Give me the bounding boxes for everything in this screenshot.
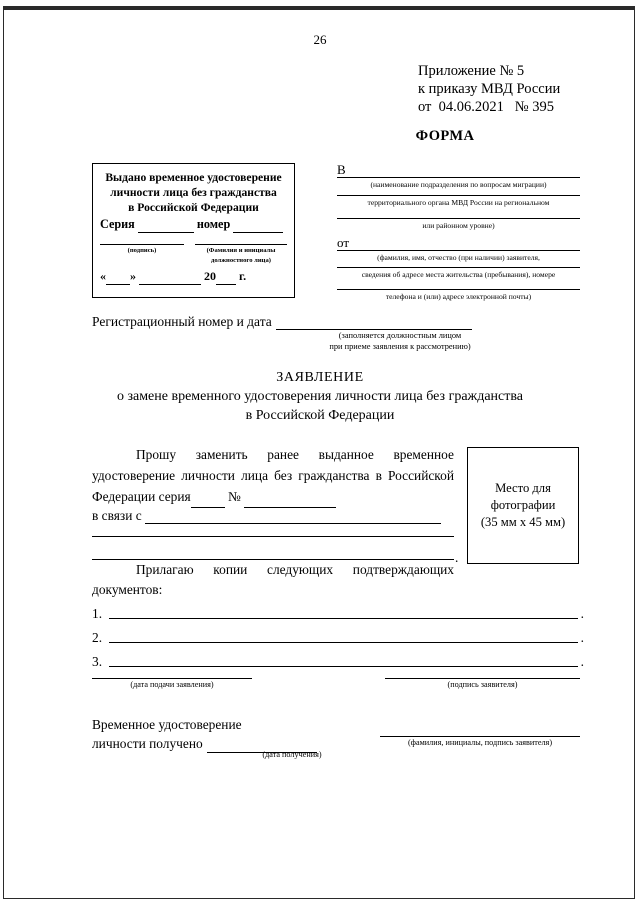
received-date-caption: (дата получения) <box>262 750 322 759</box>
request-text <box>92 444 454 508</box>
list-item-number: 1. <box>92 606 103 621</box>
registration-blank[interactable] <box>276 313 472 330</box>
addressee-caption-1: (наименование подразделения по вопросам миграции) <box>370 180 547 189</box>
title-line-2: о замене временного удостоверения личности лица без гражданства <box>116 389 524 404</box>
registration-caption-1: (заполняется должностным лицом <box>338 331 462 340</box>
applicant-signature-caption: (подпись заявителя) <box>447 680 518 689</box>
addressee-to-label: В <box>337 162 346 177</box>
stamp-official-caption-2: должностного лица) <box>211 257 271 264</box>
list-item <box>92 646 584 670</box>
date-submitted-caption: (дата подачи заявления) <box>130 680 214 689</box>
received-signature-caption: (фамилия, инициалы, подпись заявителя) <box>407 738 553 747</box>
stamp-number-label: номер <box>196 217 231 231</box>
reason-blank-2[interactable] <box>92 536 454 537</box>
list-item-blank[interactable] <box>109 666 578 667</box>
list-item-number: 3. <box>92 654 103 669</box>
appendix-header <box>418 62 560 116</box>
request-paragraph <box>92 444 454 508</box>
reason-row-2 <box>92 536 454 537</box>
addressee-from-block-3 <box>337 289 580 302</box>
list-item-blank[interactable] <box>109 618 578 619</box>
stamp-line-2: личности лица без гражданства <box>110 186 277 199</box>
stamp-series-blank[interactable] <box>138 217 194 233</box>
reason-blank-1[interactable] <box>145 507 441 524</box>
registration-label: Регистрационный номер и дата <box>92 314 272 329</box>
photo-placeholder-box <box>467 447 579 564</box>
stamp-date-open-quote: « <box>100 269 106 283</box>
addressee-from-block-2 <box>337 267 580 280</box>
title-line-3: в Российской Федерации <box>245 408 395 423</box>
list-item <box>92 598 584 622</box>
stamp-date-row <box>100 269 287 285</box>
stamp-series-label: Серия <box>100 217 135 231</box>
forma-heading: ФОРМА <box>415 128 475 144</box>
received-line-2: личности получено <box>92 736 203 751</box>
request-series-blank[interactable] <box>191 486 225 508</box>
stamp-signature-rule[interactable] <box>100 244 184 245</box>
registration-caption <box>300 330 500 352</box>
addressee-from-block <box>337 236 580 263</box>
stamp-official-caption-1: (Фамилия и инициалы <box>206 247 276 254</box>
stamp-series-number-row <box>100 217 287 233</box>
request-number-blank[interactable] <box>244 486 336 508</box>
addressee-caption-4: (фамилия, имя, отчество (при наличии) заявителя, <box>377 253 540 262</box>
stamp-year-prefix: 20 <box>204 269 216 283</box>
attachments-list <box>92 598 584 670</box>
photo-line-3: (35 мм х 45 мм) <box>480 515 566 529</box>
list-item-period: . <box>580 606 584 621</box>
stamp-official-cell <box>195 244 287 265</box>
addressee-to-block <box>337 163 580 190</box>
list-item <box>92 622 584 646</box>
addressee-to-block-3 <box>337 218 580 231</box>
list-item-period: . <box>580 654 584 669</box>
certificate-stamp-box <box>92 163 295 298</box>
registration-row <box>92 313 472 330</box>
reason-row <box>92 507 454 524</box>
received-block <box>92 716 317 753</box>
list-item-number: 2. <box>92 630 103 645</box>
applicant-signature-cell <box>385 678 580 689</box>
stamp-date-close-quote: » <box>130 269 136 283</box>
addressee-to-block-2 <box>337 195 580 208</box>
stamp-year-blank[interactable] <box>216 269 236 285</box>
received-signature-cell <box>380 736 580 747</box>
received-line-1: Временное удостоверение <box>92 717 242 732</box>
appendix-line-3: от 04.06.2021 № 395 <box>418 99 554 115</box>
addressee-from-label: от <box>337 235 350 250</box>
stamp-day-blank[interactable] <box>106 269 130 285</box>
reason-period: . <box>455 550 459 565</box>
stamp-line-1: Выдано временное удостоверение <box>105 171 282 184</box>
registration-caption-2: при приеме заявления к рассмотрению) <box>329 342 471 351</box>
page-number: 26 <box>313 32 327 47</box>
reason-label: в связи с <box>92 508 142 523</box>
addressee-caption-6: телефона и (или) адресе электронной почты) <box>385 292 532 301</box>
attachments-paragraph <box>92 560 454 600</box>
stamp-number-blank[interactable] <box>233 217 283 233</box>
signature-row <box>0 678 640 708</box>
photo-text <box>481 480 565 531</box>
document-title <box>0 368 640 425</box>
stamp-year-suffix: г. <box>239 269 247 283</box>
stamp-signature-cell <box>100 244 184 265</box>
title-line-1: ЗАЯВЛЕНИЕ <box>276 370 364 385</box>
stamp-official-rule[interactable] <box>195 244 287 245</box>
date-submitted-cell <box>92 678 252 689</box>
stamp-month-blank[interactable] <box>139 269 201 285</box>
list-item-period: . <box>580 630 584 645</box>
request-text-span: Прошу заменить ранее выданное временное удостоверение личности лица без гражданства в Российской Федерации серия <box>92 447 454 504</box>
stamp-line-3: в Российской Федерации <box>128 201 259 214</box>
attachments-text: Прилагаю копии следующих подтверждающих документов: <box>92 562 454 597</box>
list-item-blank[interactable] <box>109 642 578 643</box>
photo-line-2: фотографии <box>490 498 556 512</box>
addressee-caption-2: территориального органа МВД России на региональном <box>367 198 550 207</box>
addressee-caption-5: сведения об адресе места жительства (пребывания), номере <box>361 270 556 279</box>
appendix-line-2: к приказу МВД России <box>418 81 561 97</box>
addressee-caption-3: или районном уровне) <box>422 221 495 230</box>
photo-line-1: Место для <box>495 481 551 495</box>
stamp-signature-caption: (подпись) <box>127 247 157 254</box>
request-number-sign: № <box>228 489 241 504</box>
stamp-signature-row <box>100 244 287 265</box>
appendix-line-1: Приложение № 5 <box>418 63 525 79</box>
